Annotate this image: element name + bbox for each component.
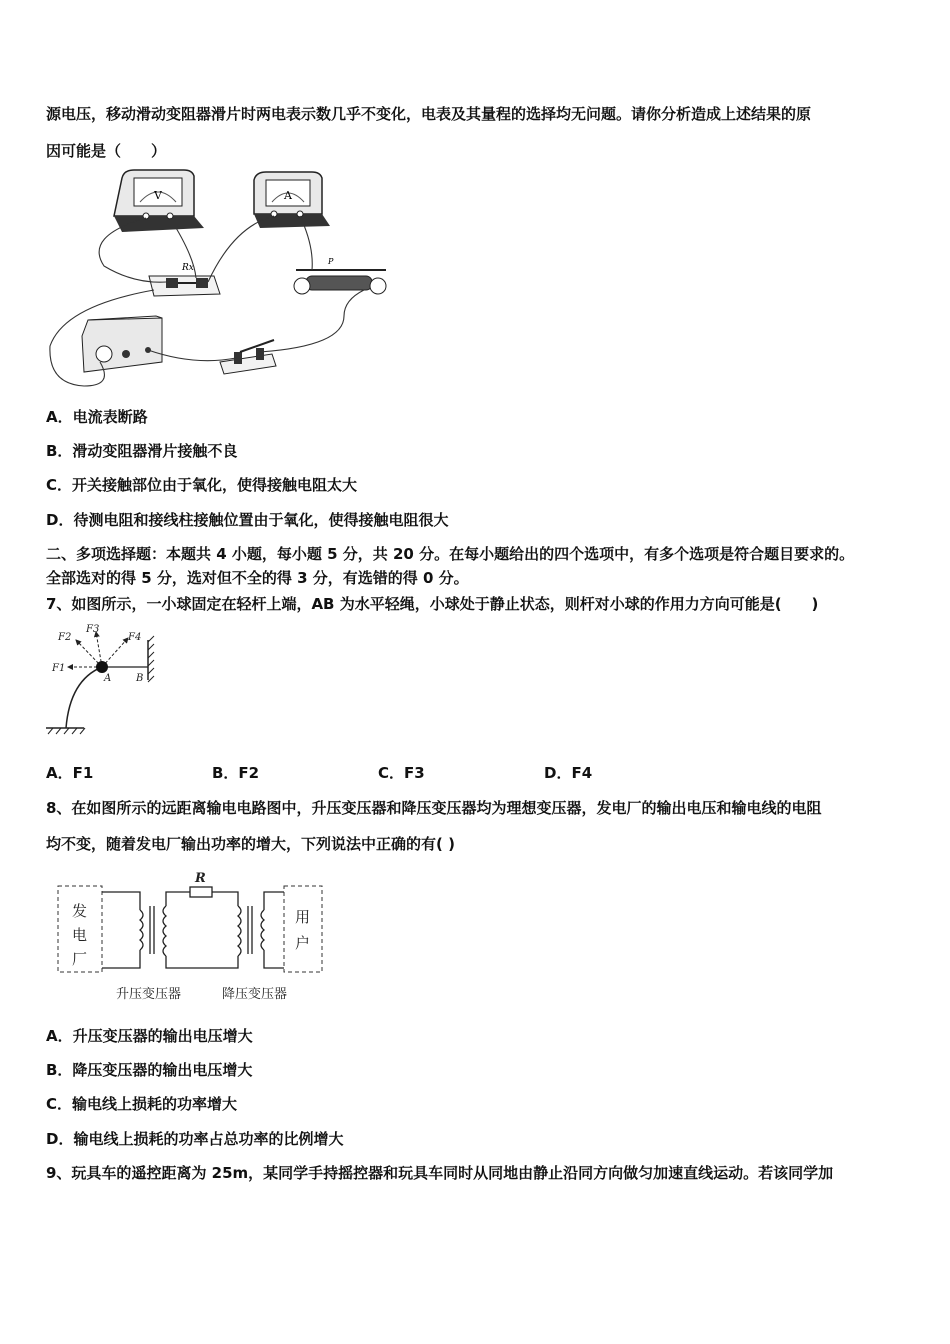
power-supply-figure: [82, 316, 162, 372]
q8-option-b[interactable]: B．降压变压器的输出电压增大: [46, 1061, 253, 1079]
q6-option-a[interactable]: A．电流表断路: [46, 408, 148, 426]
q7-label-b: B: [136, 673, 144, 684]
q8-step-down-label: 降压变压器: [222, 987, 288, 1002]
q7-options-row: [46, 762, 592, 783]
q8-stem-line1: 8、在如图所示的远距离输电电路图中，升压变压器和降压变压器均为理想变压器，发电厂的输出电压和输电线的电阻: [46, 799, 822, 817]
q8-user-char-1: 用: [295, 908, 311, 926]
q6-option-b[interactable]: B．滑动变阻器滑片接触不良: [46, 442, 238, 460]
q7-option-b[interactable]: B．F2: [212, 764, 260, 782]
q7-force-figure: [44, 620, 164, 736]
ammeter-label: A: [284, 189, 292, 202]
rheostat-figure: [294, 257, 386, 294]
q8-step-up-label: 升压变压器: [116, 987, 182, 1002]
q7-label-f3: F3: [86, 624, 100, 635]
q8-stem-line2: 均不变，随着发电厂输出功率的增大，下列说法中正确的有( ): [46, 835, 455, 853]
q7-label-f1: F1: [52, 663, 66, 674]
q7-stem: 7、如图所示，一小球固定在轻杆上端，AB 为水平轻绳，小球处于静止状态，则杆对小球的作用力方向可能是( ): [46, 595, 819, 613]
q8-option-c[interactable]: C．输电线上损耗的功率增大: [46, 1095, 238, 1113]
q7-option-a[interactable]: A．F1: [46, 764, 94, 782]
voltmeter-label: V: [154, 189, 162, 202]
section2-header-line2: 全部选对的得 5 分，选对但不全的得 3 分，有选错的得 0 分。: [46, 569, 469, 587]
switch-figure: [220, 340, 276, 374]
q7-option-c[interactable]: C．F3: [378, 764, 425, 782]
q6-stem-line2: 因可能是（ ）: [46, 142, 167, 160]
voltmeter-figure: [114, 170, 204, 232]
q7-option-d[interactable]: D．F4: [544, 764, 593, 782]
rheostat-p-label: P: [328, 257, 334, 266]
q8-plant-char-2: 电: [72, 926, 88, 944]
q7-label-a: A: [104, 673, 112, 684]
q9-stem: 9、玩具车的遥控距离为 25m，某同学手持摇控器和玩具车同时从同地由静止沿同方向做匀加速直线运动。若该同学加: [46, 1164, 834, 1182]
q8-transmission-figure: [54, 866, 330, 1006]
section2-header-line1: 二、多项选择题：本题共 4 小题，每小题 5 分，共 20 分。在每小题给出的四个选项中，有多个选项是符合题目要求的。: [46, 545, 855, 563]
q7-label-f4: F4: [128, 632, 142, 643]
q8-plant-char-3: 厂: [72, 950, 88, 968]
q6-circuit-figure: [44, 166, 394, 390]
q8-plant-char-1: 发: [72, 902, 88, 920]
q6-stem-line1: 源电压，移动滑动变阻器滑片时两电表示数几乎不变化，电表及其量程的选择均无问题。请你分析造成上述结果的原: [46, 105, 812, 123]
q8-user-char-2: 户: [295, 934, 311, 952]
rx-label: Rx: [182, 263, 194, 273]
q8-label-r: R: [195, 871, 206, 886]
ammeter-figure: [254, 172, 330, 228]
q8-option-d[interactable]: D．输电线上损耗的功率占总功率的比例增大: [46, 1130, 344, 1148]
q8-option-a[interactable]: A．升压变压器的输出电压增大: [46, 1027, 253, 1045]
q7-label-f2: F2: [58, 632, 72, 643]
q6-option-d[interactable]: D．待测电阻和接线柱接触位置由于氧化，使得接触电阻很大: [46, 511, 449, 529]
q6-option-c[interactable]: C．开关接触部位由于氧化，使得接触电阻太大: [46, 476, 358, 494]
